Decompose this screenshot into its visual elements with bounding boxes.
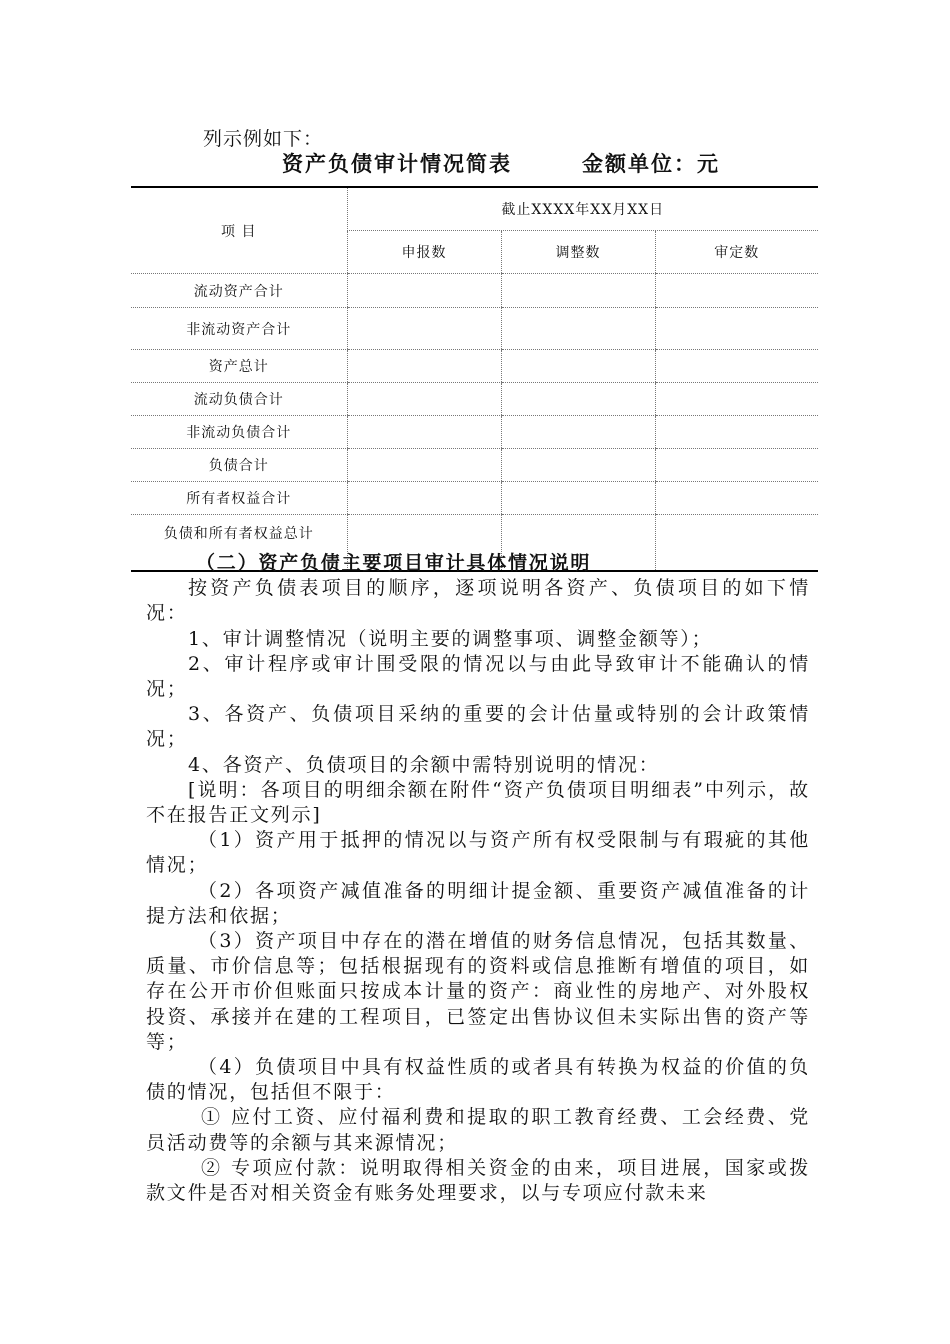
row-label: 负债合计 bbox=[131, 449, 347, 482]
table-cell bbox=[347, 383, 501, 416]
table-cell bbox=[501, 308, 655, 350]
paragraph: 3、各资产、负债项目采纳的重要的会计估量或特别的会计政策情况； bbox=[146, 703, 810, 751]
table-cell bbox=[347, 416, 501, 449]
table-row bbox=[131, 482, 818, 515]
row-label: 非流动负债合计 bbox=[131, 416, 347, 449]
amount-unit-label: 金额单位：元 bbox=[582, 151, 720, 176]
table-cell bbox=[655, 482, 818, 515]
note-paragraph: [说明：各项目的明细余额在附件“资产负债项目明细表”中列示，故不在报告正文列示] bbox=[146, 778, 810, 827]
document-body bbox=[146, 551, 810, 1206]
table-cell bbox=[655, 308, 818, 350]
row-label: 所有者权益合计 bbox=[131, 482, 347, 515]
table-cell bbox=[347, 274, 501, 308]
table-cell bbox=[347, 350, 501, 383]
section-heading: （二）资产负债主要项目审计具体情况说明 bbox=[196, 552, 592, 574]
paragraph: 1、审计调整情况（说明主要的调整事项、调整金额等）； bbox=[188, 627, 713, 650]
paragraph: 按资产负债表项目的顺序，逐项说明各资产、负债项目的如下情况： bbox=[146, 577, 810, 625]
column-header-approved: 审定数 bbox=[655, 231, 818, 274]
table-cell bbox=[501, 416, 655, 449]
row-label: 流动资产合计 bbox=[131, 274, 347, 308]
table-cell bbox=[347, 308, 501, 350]
column-header-declared: 申报数 bbox=[347, 231, 501, 274]
balance-sheet-summary-table bbox=[131, 186, 818, 572]
table-cell bbox=[655, 449, 818, 482]
table-row bbox=[131, 416, 818, 449]
row-label: 非流动资产合计 bbox=[131, 308, 347, 350]
table-row bbox=[131, 274, 818, 308]
table-cell bbox=[347, 449, 501, 482]
paragraph: （4）负债项目中具有权益性质的或者具有转换为权益的价值的负债的情况，包括但不限于： bbox=[146, 1056, 810, 1104]
row-label: 资产总计 bbox=[131, 350, 347, 383]
row-label: 负债和所有者权益总计 bbox=[131, 515, 347, 572]
table-cell bbox=[655, 416, 818, 449]
paragraph: （3）资产项目中存在的潜在增值的财务信息情况，包括其数量、质量、市价信息等；包括根据现有的资料或信息推断有增值的项目，如存在公开市价但账面只按成本计量的资产：商业性的房地产、对外股权投资、承接并在建的工程项目，已签定出售协议但未实际出售的资产等等； bbox=[146, 930, 810, 1053]
table-cell bbox=[655, 350, 818, 383]
table-cell bbox=[501, 482, 655, 515]
table-row bbox=[131, 449, 818, 482]
table-cell bbox=[655, 274, 818, 308]
table-cell bbox=[501, 449, 655, 482]
paragraph: ① 应付工资、应付福利费和提取的职工教育经费、工会经费、党员活动费等的余额与其来源情况； bbox=[146, 1106, 810, 1154]
table-cell bbox=[347, 482, 501, 515]
table-row bbox=[131, 383, 818, 416]
table-row bbox=[131, 350, 818, 383]
item-column-header: 项 目 bbox=[131, 187, 347, 274]
table-cell bbox=[655, 383, 818, 416]
paragraph: 4、各资产、负债项目的余额中需特别说明的情况： bbox=[188, 753, 660, 776]
table-header-row bbox=[131, 187, 818, 231]
paragraph: 2、审计程序或审计围受限的情况以与由此导致审计不能确认的情况； bbox=[146, 652, 810, 701]
table-row bbox=[131, 308, 818, 350]
table-title: 资产负债审计情况简表 bbox=[282, 151, 512, 176]
column-header-adjusted: 调整数 bbox=[501, 231, 655, 274]
intro-text: 列示例如下： bbox=[203, 128, 324, 150]
period-header: 截止XXXX年XX月XX日 bbox=[347, 187, 818, 231]
table-cell bbox=[501, 383, 655, 416]
row-label: 流动负债合计 bbox=[131, 383, 347, 416]
paragraph: （2）各项资产减值准备的明细计提金额、重要资产减值准备的计提方法和依据； bbox=[146, 879, 810, 927]
paragraph: ② 专项应付款：说明取得相关资金的由来，项目进展，国家或拨款文件是否对相关资金有账务处理要求，以与专项应付款未来 bbox=[146, 1156, 810, 1205]
paragraph: （1）资产用于抵押的情况以与资产所有权受限制与有瑕疵的其他情况； bbox=[146, 829, 810, 877]
table-cell bbox=[501, 274, 655, 308]
table-cell bbox=[501, 350, 655, 383]
